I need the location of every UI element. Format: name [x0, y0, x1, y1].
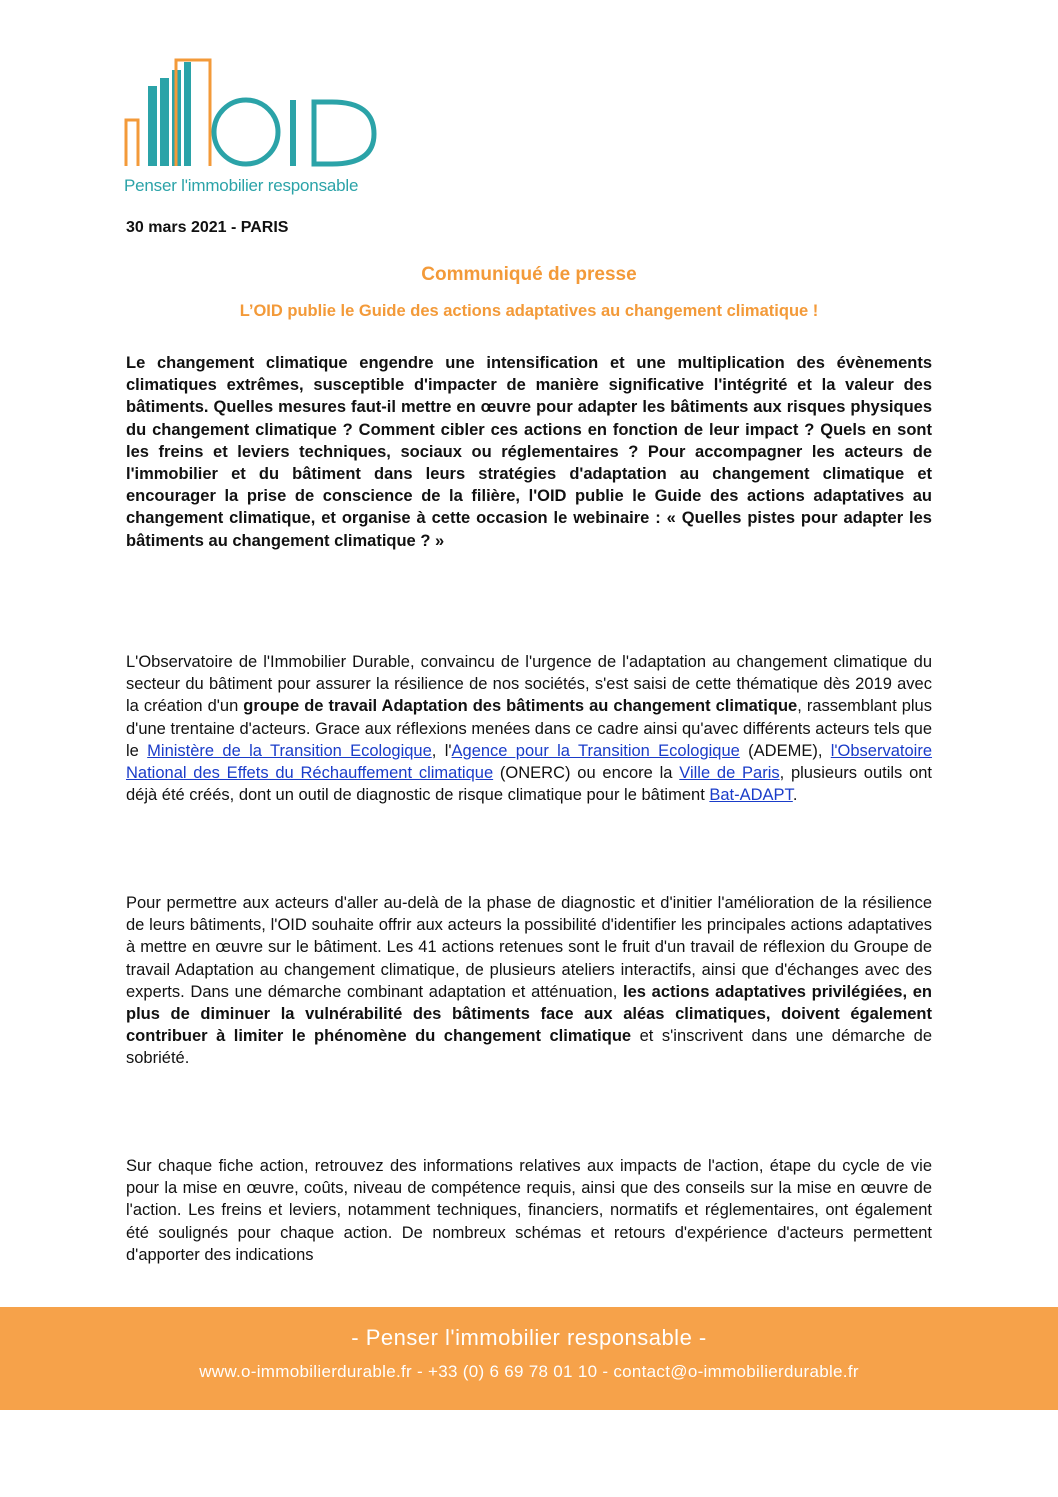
- logo-bar-2: [160, 78, 169, 166]
- paragraph-observatoire: [126, 651, 932, 806]
- p1-text-4: (ADEME),: [739, 741, 831, 760]
- p1-bold-working-group: groupe de travail Adaptation des bâtiments au changement climatique: [243, 697, 798, 716]
- link-ministere[interactable]: Ministère de la Transition Ecologique: [147, 741, 432, 760]
- paragraph-fiche-action: Sur chaque fiche action, retrouvez des informations relatives aux impacts de l'action, étape du cycle de vie pour la mise en œuvre, coûts, niveau de compétence requis, ainsi que des conseils sur la mise en œuvre de l'action. Les freins et leviers, notamment techniques, financiers, normatifs et réglementaires, ont également été soulignés pour chaque action. De nombreux schémas et retours d'expérience d'acteurs permettent d'apporter des indications: [126, 1157, 932, 1264]
- logo-tagline: Penser l'immobilier responsable: [124, 176, 359, 195]
- press-release-subtitle: L’OID publie le Guide des actions adaptatives au changement climatique !: [239, 302, 819, 320]
- footer-contact: www.o-immobilierdurable.fr - +33 (0) 6 69 78 01 10 - contact@o-immobilierdurable.fr: [199, 1362, 859, 1381]
- p1-text-7: .: [792, 786, 798, 805]
- intro-paragraph: Le changement climatique engendre une intensification et une multiplication des évènements climatiques extrêmes, susceptible d'impacter de manière significative l'intégrité et la valeur des bâtiments. Quelles mesures faut-il mettre en œuvre pour adapter les bâtiments aux risques physiques du changement climatique ? Comment cibler ces actions en fonction de leur impact ? Quels en sont les freins et leviers techniques, sociaux ou réglementaires ? Pour accompagner les acteurs de l'immobilier et du bâtiment dans leurs stratégies d'adaptation au changement climatique et encourager la prise de conscience de la filière, l'OID publie le Guide des actions adaptatives au changement climatique, et organise à cette occasion le webinaire : « Quelles pistes pour adapter les bâtiments au changement climatique ? »: [126, 354, 932, 550]
- link-ademe[interactable]: Agence pour la Transition Ecologique: [451, 741, 740, 760]
- logo-bar-4: [184, 62, 191, 166]
- logo-outline-left: [126, 120, 138, 166]
- logo-letter-i: [290, 100, 296, 166]
- footer-banner: [0, 1307, 1058, 1410]
- p2-bold-actions: les actions adaptatives privilégiées, en plus de diminuer la vulnérabilité des bâtiments face aux aléas climatiques, doivent également contribuer à limiter le phénomène du changement climatique: [126, 982, 932, 1046]
- footer-slogan: - Penser l'immobilier responsable -: [351, 1325, 707, 1350]
- logo-letter-d: [314, 102, 374, 164]
- press-release-title: Communiqué de presse: [421, 264, 637, 285]
- oid-logo-mark: [118, 58, 398, 178]
- paragraph-actions: [126, 892, 932, 1070]
- p1-text-2: , rassemblant plus d'une trentaine d'acteurs. Grace aux réflexions menées dans ce cadre ainsi qu'avec différents acteurs tels que le: [126, 697, 932, 760]
- link-onerc[interactable]: l'Observatoire National des Effets du Réchauffement climatique: [126, 741, 933, 783]
- oid-logo: [118, 58, 398, 198]
- p2-text-1: Pour permettre aux acteurs d'aller au-delà de la phase de diagnostic et d'initier l'amélioration de la résilience de leurs bâtiments, l'OID souhaite offrir aux acteurs la possibilité d'identifier les principales actions adaptatives à mettre en œuvre sur le bâtiment. Les 41 actions retenues sont le fruit d'un travail de réflexion du Groupe de travail Adaptation au changement climatique, de plusieurs ateliers interactifs, ainsi que d'échanges avec des experts. Dans une démarche combinant adaptation et atténuation,: [126, 894, 932, 1001]
- link-bat-adapt[interactable]: Bat-ADAPT: [709, 786, 793, 805]
- date-line: 30 mars 2021 - PARIS: [126, 219, 289, 236]
- logo-letter-o: [214, 100, 278, 164]
- p1-text-6: , plusieurs outils ont déjà été créés, dont un outil de diagnostic de risque climatique pour le bâtiment: [126, 764, 933, 805]
- logo-bar-1: [148, 86, 157, 166]
- p1-text-1: L'Observatoire de l'Immobilier Durable, convaincu de l'urgence de l'adaptation au changement climatique du secteur du bâtiment pour assurer la résilience de nos sociétés, s'est saisi de cette thématique dès 2019 avec la création d'un: [126, 653, 932, 716]
- p1-text-3: , l': [431, 741, 452, 760]
- p1-text-5: (ONERC) ou encore la: [493, 764, 680, 783]
- link-ville-de-paris[interactable]: Ville de Paris: [679, 764, 780, 783]
- p2-text-2: et s'inscrivent dans une démarche de sobriété.: [126, 1027, 933, 1068]
- logo-outline-tower: [176, 60, 210, 166]
